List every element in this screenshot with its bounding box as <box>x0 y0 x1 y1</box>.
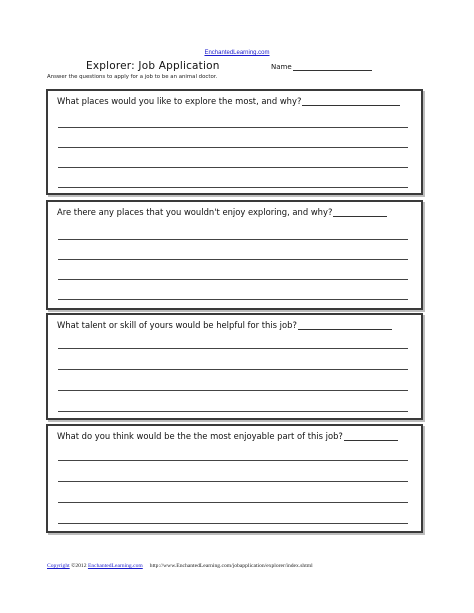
answer-line[interactable] <box>58 279 408 280</box>
answer-line[interactable] <box>58 147 408 148</box>
site-link[interactable]: EnchantedLearning.com <box>204 50 270 56</box>
footer-site-link[interactable]: EnchantedLearning.com <box>87 563 143 569</box>
answer-line[interactable] <box>58 167 408 168</box>
question-label: Are there any places that you wouldn't enjoy exploring, and why? <box>57 207 333 217</box>
answer-line[interactable] <box>58 239 408 240</box>
footer-url: http://www.EnchantedLearning.com/jobapplication/explorer/index.shtml <box>149 563 313 569</box>
question-label: What talent or skill of yours would be helpful for this job? <box>57 320 297 330</box>
answer-line[interactable] <box>58 348 408 349</box>
name-underline[interactable] <box>293 62 372 71</box>
question-text <box>57 431 398 441</box>
answer-line[interactable] <box>58 390 408 391</box>
question-fill-line[interactable] <box>333 207 387 217</box>
copyright-year: ©2012 <box>71 563 87 569</box>
question-box <box>46 89 423 195</box>
answer-line[interactable] <box>58 299 408 300</box>
question-fill-line[interactable] <box>344 431 398 441</box>
question-fill-line[interactable] <box>302 96 400 106</box>
answer-line[interactable] <box>58 187 408 188</box>
footer <box>47 563 313 569</box>
question-box <box>46 200 423 310</box>
answer-line[interactable] <box>58 259 408 260</box>
question-box <box>46 313 423 420</box>
copyright-link[interactable]: Copyright <box>47 563 70 569</box>
name-field[interactable] <box>271 62 372 71</box>
answer-line[interactable] <box>58 127 408 128</box>
page-title: Explorer: Job Application <box>86 60 220 72</box>
name-label: Name <box>271 63 292 71</box>
answer-line[interactable] <box>58 481 408 482</box>
instructions: Answer the questions to apply for a job to be an animal doctor. <box>47 74 218 80</box>
question-text <box>57 207 387 217</box>
question-text <box>57 320 392 330</box>
answer-line[interactable] <box>58 502 408 503</box>
answer-line[interactable] <box>58 523 408 524</box>
question-text <box>57 96 400 106</box>
answer-line[interactable] <box>58 369 408 370</box>
question-label: What do you think would be the the most enjoyable part of this job? <box>57 431 343 441</box>
question-label: What places would you like to explore the most, and why? <box>57 96 302 106</box>
question-fill-line[interactable] <box>298 320 392 330</box>
answer-line[interactable] <box>58 411 408 412</box>
question-box <box>46 424 423 533</box>
answer-line[interactable] <box>58 460 408 461</box>
